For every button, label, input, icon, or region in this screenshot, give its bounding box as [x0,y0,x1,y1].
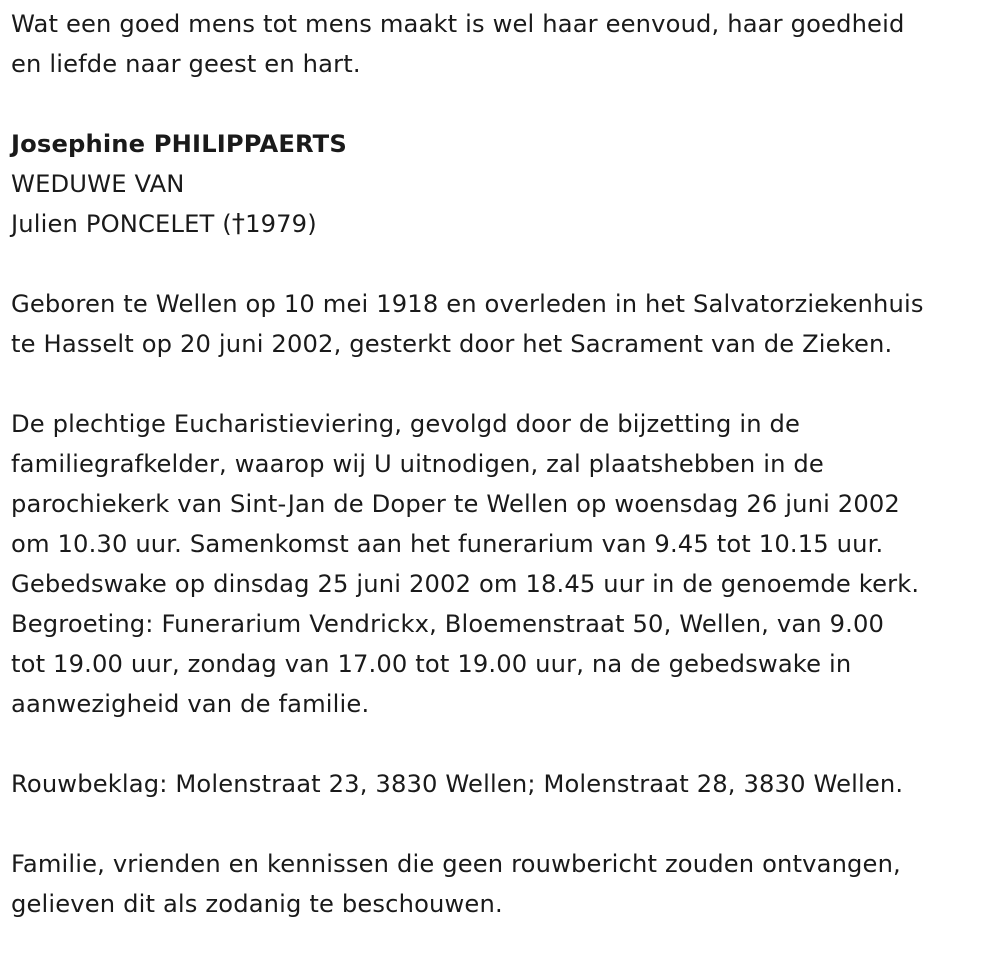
spacer [11,804,996,844]
paragraph-line: te Hasselt op 20 juni 2002, gesterkt door het Sacrament van de Zieken. [11,330,893,358]
deceased-block [11,124,996,244]
paragraph-line: Gebedswake op dinsdag 25 juni 2002 om 18.45 uur in de genoemde kerk. [11,570,920,598]
paragraph-line: Familie, vrienden en kennissen die geen rouwbericht zouden ontvangen, [11,850,901,878]
spacer [11,244,996,284]
spacer [11,724,996,764]
paragraph-line: Geboren te Wellen op 10 mei 1918 en overleden in het Salvatorziekenhuis [11,290,924,318]
ceremony-paragraph [11,404,996,724]
death-notice [11,4,996,924]
paragraph-line: om 10.30 uur. Samenkomst aan het funerarium van 9.45 tot 10.15 uur. [11,530,884,558]
closing-paragraph [11,844,996,924]
condolences-address: Rouwbeklag: Molenstraat 23, 3830 Wellen; Molenstraat 28, 3830 Wellen. [11,770,904,798]
paragraph-line: familiegrafkelder, waarop wij U uitnodigen, zal plaatshebben in de [11,450,824,478]
paragraph-line: tot 19.00 uur, zondag van 17.00 tot 19.00 uur, na de gebedswake in [11,650,852,678]
paragraph-line: gelieven dit als zodanig te beschouwen. [11,890,503,918]
paragraph-line: Begroeting: Funerarium Vendrickx, Bloemenstraat 50, Wellen, van 9.00 [11,610,885,638]
motto [11,4,996,84]
condolences-paragraph [11,764,996,804]
paragraph-line: aanwezigheid van de familie. [11,690,370,718]
spouse-line [11,204,996,244]
motto-line: Wat een goed mens tot mens maakt is wel haar eenvoud, haar goedheid [11,10,905,38]
birth-death-paragraph [11,284,996,364]
deceased-name: Josephine PHILIPPAERTS [11,130,347,158]
spouse-death-year: 1979) [245,210,317,238]
cross-icon: † [231,209,246,239]
paragraph-line: parochiekerk van Sint-Jan de Doper te Wellen op woensdag 26 juni 2002 [11,490,900,518]
spouse-name: Julien PONCELET ( [11,210,232,238]
relation: WEDUWE VAN [11,170,185,198]
spacer [11,84,996,124]
paragraph-line: De plechtige Eucharistieviering, gevolgd door de bijzetting in de [11,410,801,438]
motto-line: en liefde naar geest en hart. [11,50,361,78]
spacer [11,364,996,404]
